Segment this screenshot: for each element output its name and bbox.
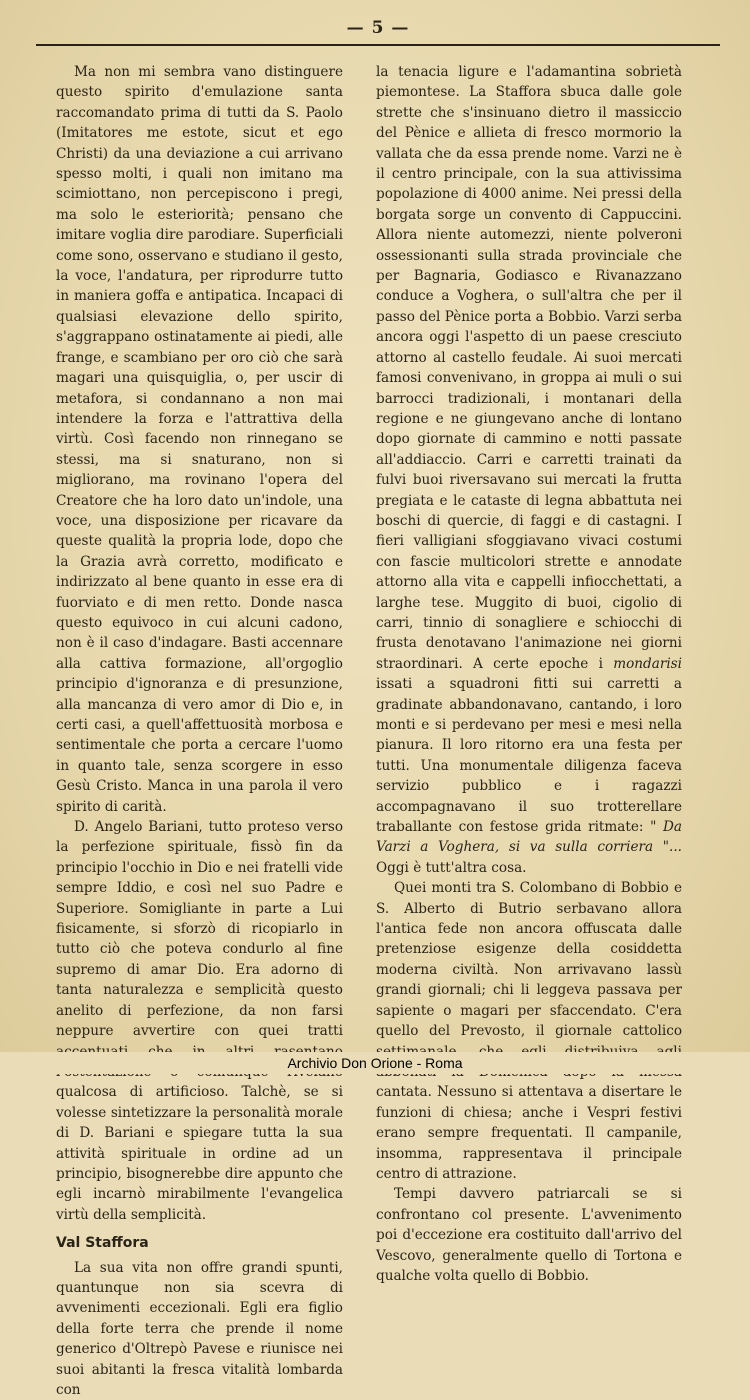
archive-footer: Archivio Don Orione - Roma — [0, 1052, 750, 1074]
right-paragraph-1-text-c: Oggi è tutt'altra cosa. — [376, 859, 527, 876]
right-paragraph-3: Tempi davvero patriarcali se si confrontano col presente. L'avvenimento poi d'eccezione era costituito dall'arrivo del Vescovo, generalmente quello di Tortona e qualche volta quello di Bobbio. — [376, 1186, 682, 1284]
left-paragraph-3: La sua vita non offre grandi spunti, quantunque non sia scevra di avvenimenti eccezionali. Egli era figlio della forte terra che prende il nome generico d'Oltrepò Pavese e riunisce nei suoi abitanti la fresca vitalità lombarda con — [56, 1259, 343, 1398]
left-column — [56, 62, 343, 1400]
page-number: — 5 — — [346, 18, 410, 38]
right-paragraph-1-text-b: issati a squadroni fitti sui carretti a gradinate abbandonavano, cantando, i loro monti e si perdevano per mesi e mesi nella pianura. Il loro ritorno era una festa per tutti. Una monumentale diligenza faceva servizio pubblico e i ragazzi accompagnavano il suo trotterellare traballante con festose grida ritmate: — [376, 676, 682, 836]
header-rule — [36, 44, 720, 46]
right-paragraph-1-italic-mondarisi: mondarisi — [613, 655, 682, 672]
right-paragraph-1 — [376, 62, 682, 878]
right-paragraph-2: Quei monti tra S. Colombano di Bobbio e S. Alberto di Butrio serbavano allora l'antica fede non ancora offuscata dalle pretenziose esigenze della cosiddetta moderna civiltà. Non arrivavano lassù grandi giornali; chi li leggeva passava per sapiente o magari per sfaccendato. C'era quello del Prevosto, il giornale cattolico cantata. Nessuno si attentava a disertare le funzioni di chiesa; anche i Vespri festivi erano sempre frequentati. Il campanile, insomma, rappresentava il principale centro di attrazione. — [376, 880, 682, 1182]
right-column — [376, 62, 682, 1286]
left-paragraph-1: Ma non mi sembra vano distinguere questo spirito d'emulazione santa raccomandato prima di tutti da S. Paolo (Imitatores me estote, sicut et ego Christi) da una deviazione a cui arrivano spesso molti, i quali non imitano ma scimiottano, non percepiscono i pregi, ma solo le esteriorità; pensano che imitare voglia dire parodiare. Superficiali come sono, osservano e studiano il gesto, la voce, l'andatura, per riprodurre tutto in maniera goffa e antipatica. Incapaci di qualsiasi elevazione dello spirito, s'aggrappano ostinatamente ai piedi, alle frange, e scambiano per oro ciò che sarà magari una quisquiglia, o, per uscir di metafora, si condannano a non mai intendere la forza e l'attrattiva della virtù. Così facendo non rinnegano se stessi, ma si snaturano, non si migliorano, ma rovinano l'opera del Creatore che ha loro dato un'indole, una voce, una disposizione per ricavare da queste qualità la propria lode, dopo che la Grazia avrà corretto, modificato e indirizzato al bene quanto in esse era di fuorviato e di men retto. Donde nasca questo equivoco in cui alcuni cadono, non è il caso d'indagare. Basti accennare alla cattiva formazione, all'orgoglio principio d'ignoranza e di presunzione, alla mancanza di vero amor di Dio e, in certi casi, a quell'affettuosità morbosa e sentimentale che porta a cercare l'uomo in quanto tale, senza scorgere in esso Gesù Cristo. Manca in una parola il vero spirito di carità. — [56, 64, 343, 815]
right-paragraph-1-text-a: la tenacia ligure e l'adamantina sobrietà piemontese. La Staffora sbuca dalle gole strette che s'insinuano dietro il massiccio del Pènice e allieta di fresco mormorio la vallata che da essa prende nome. Varzi ne è il centro principale, con la sua attivissima popolazione di 4000 anime. Nei pressi della borgata sorge un convento di Cappuccini. Allora niente automezzi, niente polveroni ossessionanti sulla strada provinciale che per Bagnaria, Godiasco e Rivanazzano conduce a Voghera, o sull'altra che per il passo del Pènice porta a Bobbio. Varzi serba ancora oggi l'aspetto di un paese cresciuto attorno al castello feudale. Ai suoi mercati famosi convenivano, in groppa ai muli o sui barrocci tradizionali, i montanari della regione e ne giungevano anche di lontano dopo giornate di cammino e notti passate all'addiaccio. Carri e carretti trainati da fulvi buoi riversavano sui mercati la frutta pregiata e le cataste di legna abbattuta nei boschi di quercie, di faggi e di castagni. I fieri valligiani sfoggiavano vivaci costumi con fascie multicolori strette e annodate attorno alla vita e cappelli infiocchettati, a larghe tese. Muggito di buoi, cigolio di carri, tinnio di sonagliere e schiocchi di frusta denotavano l'animazione nei giorni straordinari. A certe epoche i — [376, 64, 682, 672]
right-paragraph-1-italic-quote: " Da Varzi a Voghera, si va sulla corriera "... — [376, 819, 682, 856]
left-paragraph-2: D. Angelo Bariani, tutto proteso verso la perfezione spirituale, fissò fin da principio l'occhio in Dio e nei fratelli vide sempre Iddio, e così nel suo Padre e Superiore. Somigliante in parte a Lui fisicamente, si sforzò di ricopiarlo in tutto ciò che poteva condurlo al fine supremo di amar Dio. Era adorno di tanta naturalezza e semplicità questo anelito di perfezione, da non farsi neppure avvertire con quei tratti qualcosa di artificioso. Talchè, se si volesse sintetizzare la personalità morale di D. Bariani e spiegare tutta la sua attività spirituale in ordine ad un principio, bisognerebbe dire appunto che egli incarnò mirabilmente l'evangelica virtù della semplicità. — [56, 819, 343, 1223]
section-heading: Val Staffora — [56, 1235, 149, 1252]
page-header — [36, 16, 720, 44]
